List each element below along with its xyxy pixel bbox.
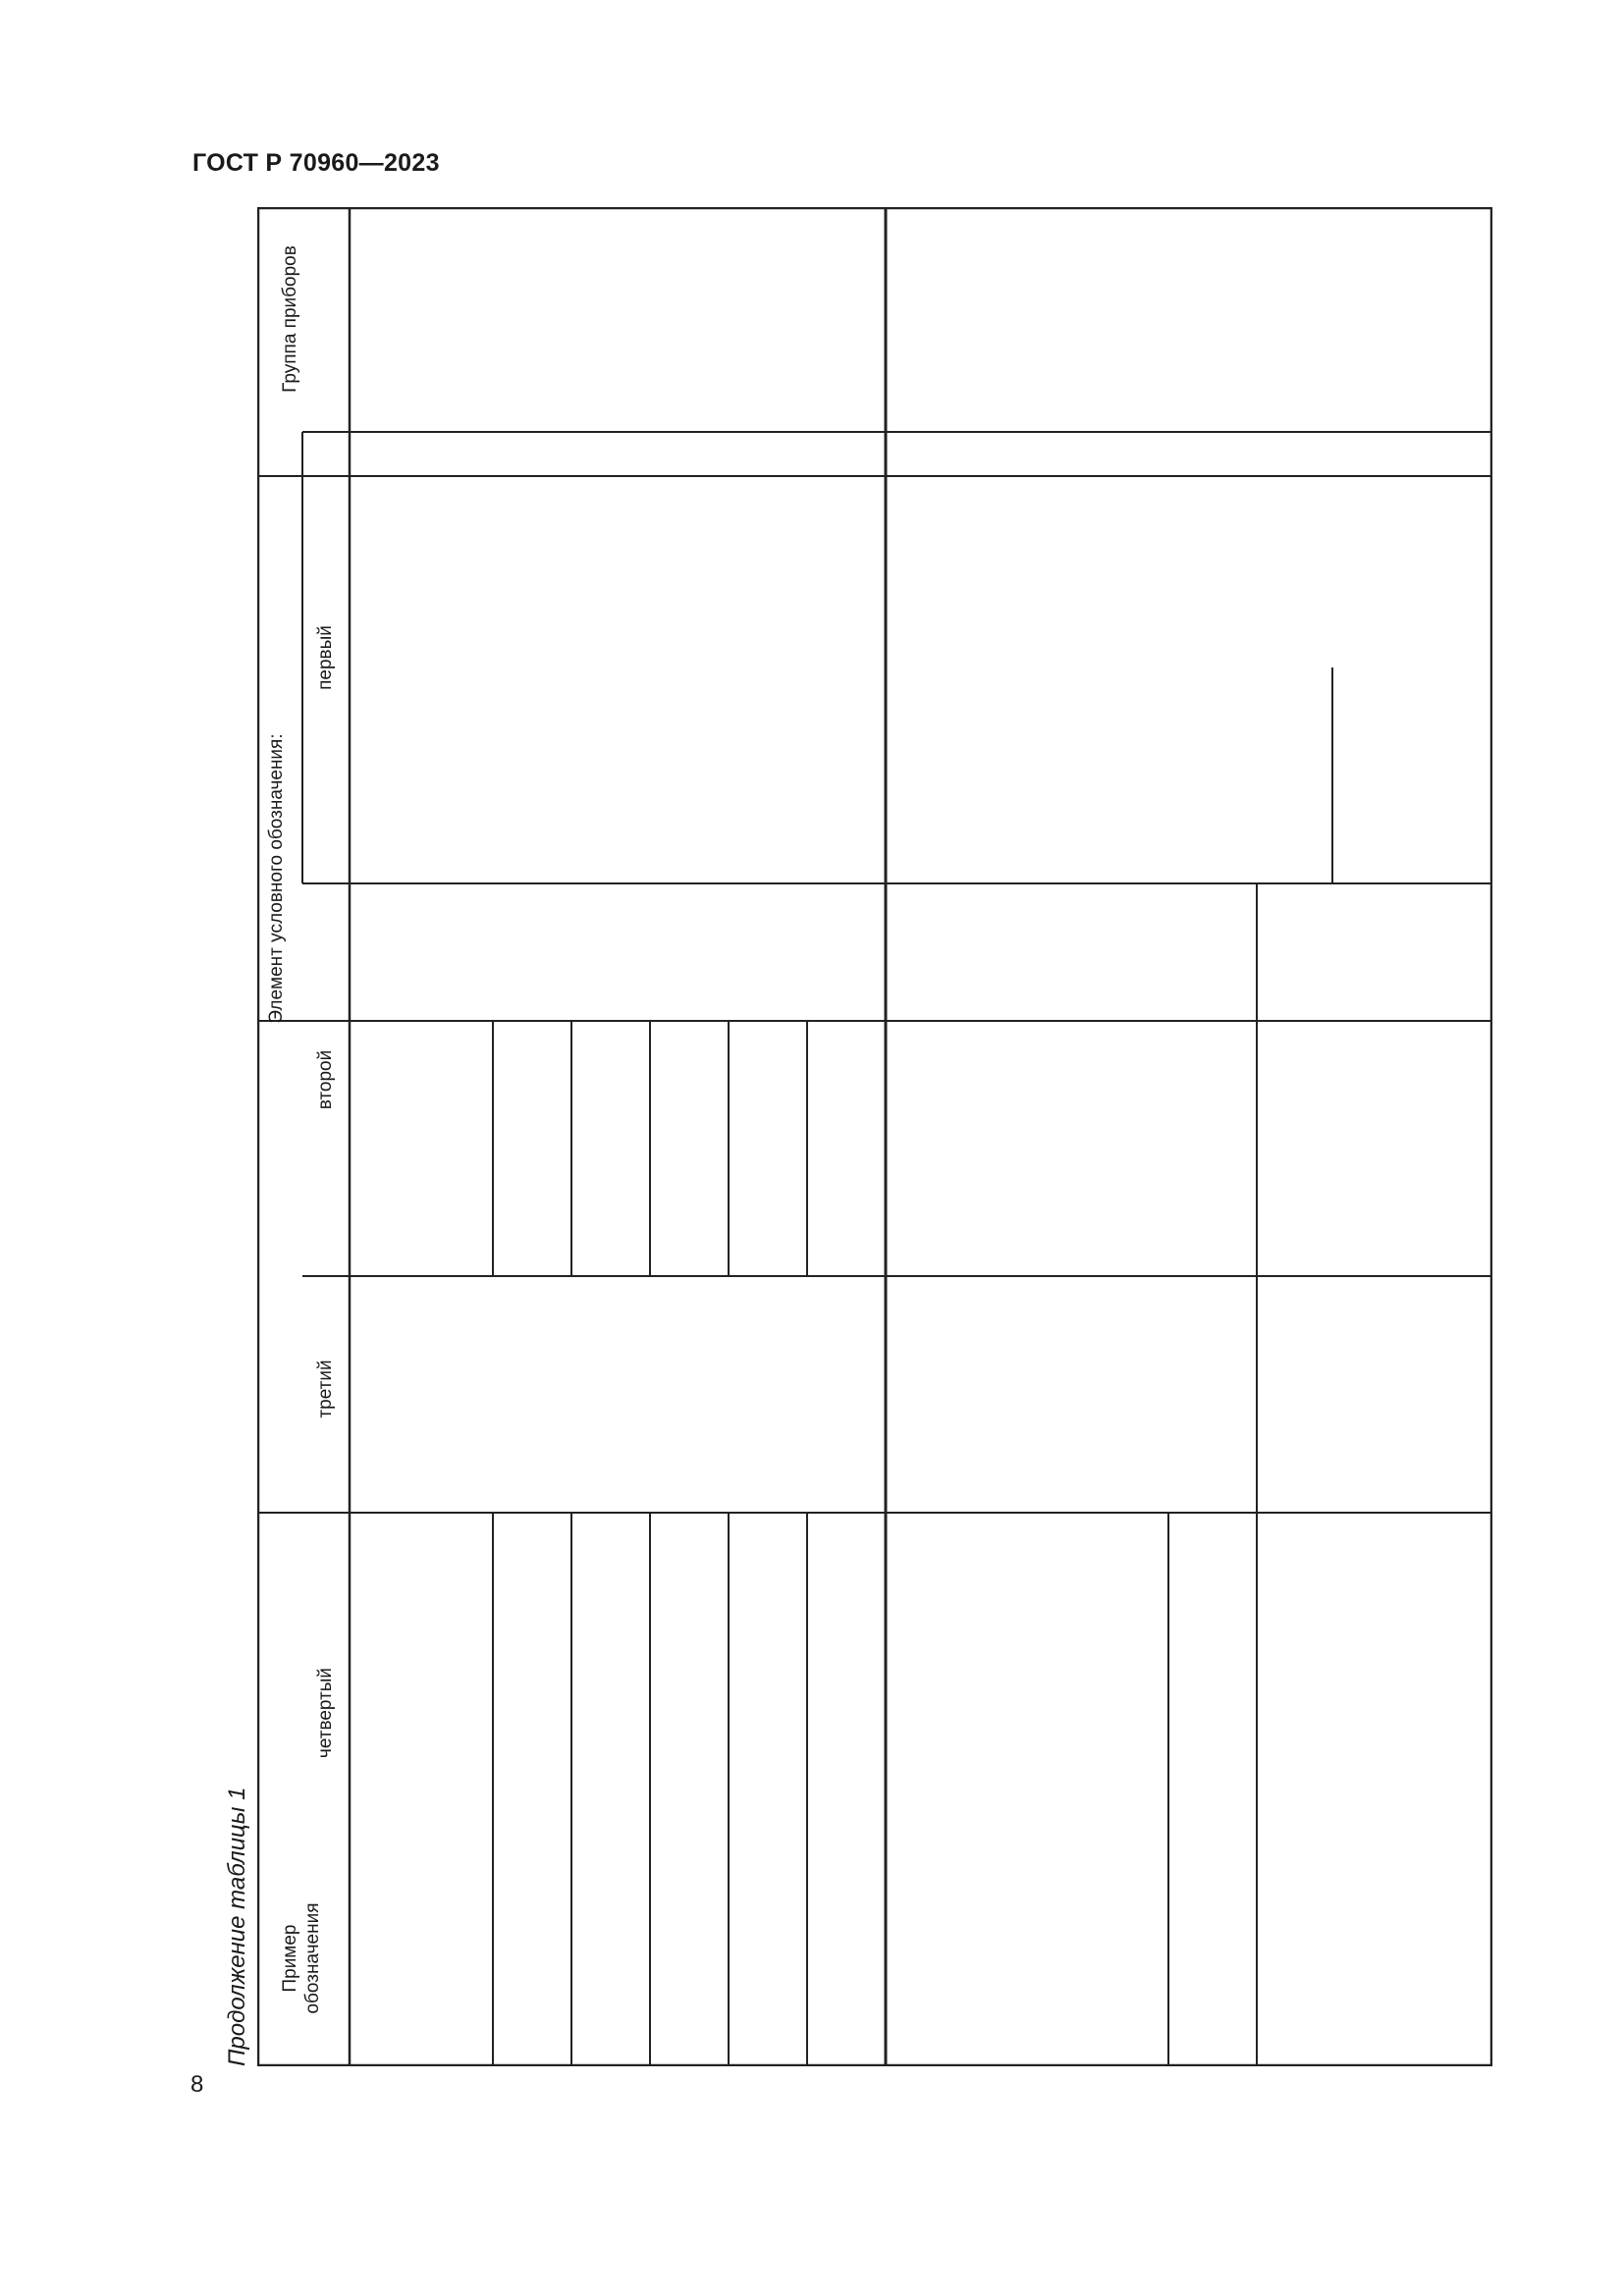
header-group: Группа приборов [280,245,300,393]
designation-table [257,207,1492,2066]
header-element: Элемент условного обозначения: [266,733,287,1024]
table-caption: Продолжение таблицы 1 [224,1787,250,2066]
table-grid [257,207,1492,2066]
header-second: второй [315,1049,336,1110]
header-example-line1: Пример [280,1924,300,1993]
page-number: 8 [190,2071,204,2098]
rotated-page-content [224,207,1492,2066]
header-example-line2: обозначения [302,1902,323,2014]
header-fourth: четвертый [315,1667,336,1759]
header-example [279,1860,324,2056]
header-first: первый [315,625,336,690]
standard-header: ГОСТ Р 70960—2023 [192,149,440,177]
header-third: третий [315,1360,336,1418]
